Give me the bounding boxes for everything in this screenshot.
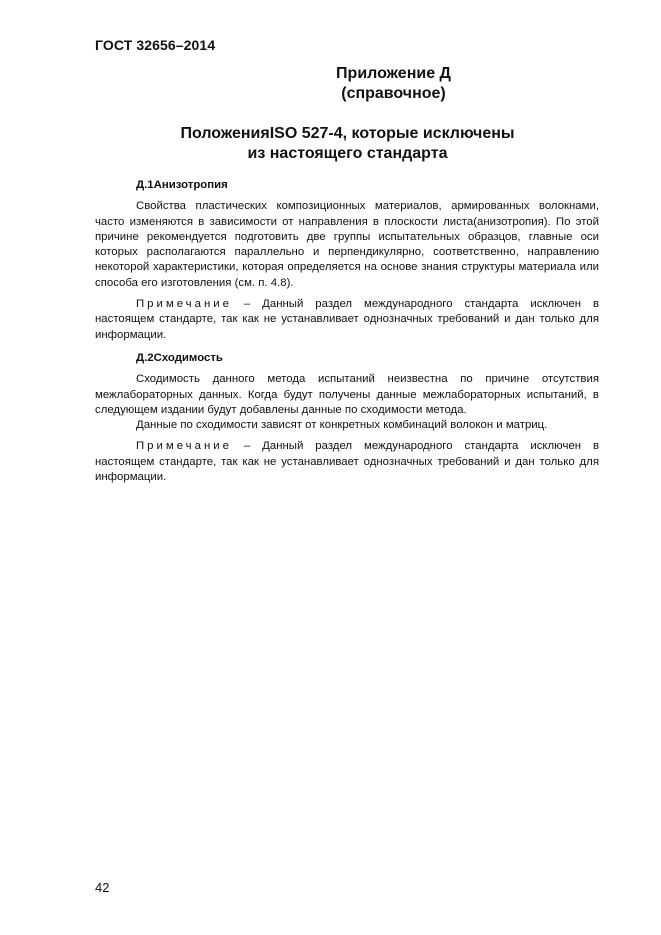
- section1-heading: Д.1Анизотропия: [136, 179, 228, 191]
- section1-note-label: Примечание: [136, 298, 232, 311]
- section2-note-text: – Данный раздел международного стандарта исключен в настоящем стандарте, так как не устанавливает однозначных требований и дан только для информации.: [95, 440, 599, 484]
- section2-paragraph2: Данные по сходимости зависят от конкретных комбинаций волокон и матриц.: [136, 419, 548, 432]
- page-number: 42: [95, 880, 110, 895]
- body-text: [95, 178, 599, 485]
- section1-note: [95, 297, 599, 343]
- section2-note: [95, 439, 599, 485]
- appendix-heading: [95, 64, 600, 104]
- section2-paragraph1: Сходимость данного метода испытаний неизвестна по причине отсутствия межлабораторных данных. Когда будут получены данные межлабораторных испытаний, в следующем издании будут добавлены данные по сходимости метода.: [95, 373, 599, 416]
- document-code: ГОСТ 32656–2014: [95, 37, 216, 53]
- appendix-title: Приложение Д: [336, 65, 451, 82]
- section-title: [95, 124, 600, 164]
- section2-note-label: Примечание: [136, 440, 232, 453]
- section1-note-text: – Данный раздел международного стандарта исключен в настоящем стандарте, так как не устанавливает однозначных требований и дан только для информации.: [95, 298, 599, 341]
- appendix-type: (справочное): [341, 85, 446, 102]
- section-title-line1: ПоложенияISO 527-4, которые исключены: [180, 125, 515, 142]
- section2-heading: Д.2Сходимость: [136, 351, 223, 364]
- section-title-line2: из настоящего стандарта: [247, 145, 448, 162]
- section1-paragraph: Свойства пластических композиционных материалов, армированных волокнами, часто изменяются в зависимости от направления в плоскости листа(анизотропия). По этой причине рекомендуется подготовить две группы испытательных образцов, главные оси которых располагаются параллельно и перпендикулярно, соответственно, направлению некоторой характеристики, которая определяется на основе знания структуры материала или способа его изготовления (см. п. 4.8).: [95, 200, 599, 289]
